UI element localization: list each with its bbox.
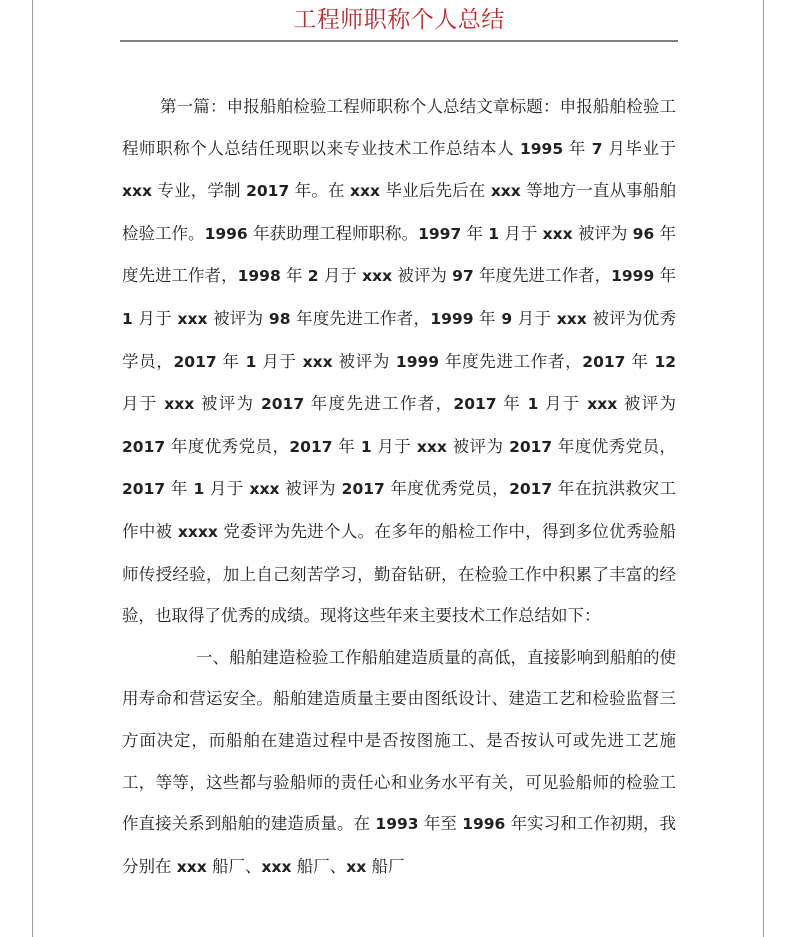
emphasized-token: 1996 xyxy=(462,815,506,834)
emphasized-token: xx xyxy=(346,857,367,876)
emphasized-token: 2017 xyxy=(260,395,305,414)
emphasized-token: 9 xyxy=(501,309,513,328)
emphasized-token: 1998 xyxy=(237,267,281,286)
emphasized-token: xxx xyxy=(350,182,381,201)
emphasized-token: xxxx xyxy=(177,522,218,541)
emphasized-token: 2017 xyxy=(122,480,166,499)
emphasized-token: xxx xyxy=(490,182,521,201)
paragraph-2: 一、船舶建造检验工作船舶建造质量的高低，直接影响到船舶的使用寿命和营运安全。船舶建造质量主要由图纸设计、建造工艺和检验监督三方面决定，而船舶在建造过程中是否按图施工、是否按认可或先进工艺施工，等等，这些都与验船师的责任心和业务水平有关，可见验船师的检验工作直接关系到船舶的建造质量。在 1993 年至 1996 年实习和工作初期，我分别在 xxx 船厂、xxx 船厂、xx 船厂 xyxy=(122,647,676,876)
emphasized-token: 2017 xyxy=(173,352,217,371)
emphasized-token: 2017 xyxy=(122,437,166,456)
emphasized-token: xxx xyxy=(261,857,292,876)
emphasized-token: xxx xyxy=(362,267,393,286)
emphasized-token: 1996 xyxy=(204,224,248,243)
emphasized-token: xxx xyxy=(416,437,447,456)
emphasized-token: 1 xyxy=(527,395,539,414)
page-border-left xyxy=(32,0,33,937)
emphasized-token: 2017 xyxy=(509,437,553,456)
page-border-right xyxy=(763,0,764,937)
emphasized-token: 2017 xyxy=(341,480,385,499)
emphasized-token: 2 xyxy=(307,267,319,286)
emphasized-token: 98 xyxy=(268,309,291,328)
emphasized-token: 1999 xyxy=(395,352,440,371)
emphasized-token: xxx xyxy=(587,395,618,414)
emphasized-token: 1993 xyxy=(375,815,419,834)
emphasized-token: 1 xyxy=(122,309,133,328)
paragraph-1: 第一篇：申报船舶检验工程师职称个人总结文章标题：申报船舶检验工程师职称个人总结任现职以来专业技术工作总结本人 1995 年 7 月毕业于 xxx 专业，学制 2017 年。在 xxx 毕业后先后在 xxx 等地方一直从事船舶检验工作。1996 年获助理工程师职称。1997 年 1 月于 xxx 被评为 96 年度先进工作者，1998 年 2 月于 xxx 被评为 97 年度先进工作者，1999 年 1 月于 xxx 被评为 98 年度先进工作者，1999 年 9 月于 xxx 被评为优秀学员，2017 年 1 月于 xxx 被评为 1999 年度先进工作者，2017 年 12 月于 xxx 被评为 2017 年度先进工作者，2017 年 1 月于 xxx 被评为 2017 年度优秀党员，2017 年 1 月于 xxx 被评为 2017 年度优秀党员，2017 年 1 月于 xxx 被评为 2017 年度优秀党员，2017 年在抗洪救灾工作中被 xxxx 党委评为先进个人。在多年的船检工作中，得到多位优秀验船师传授经验，加上自己刻苦学习，勤奋钻研，在检验工作中积累了丰富的经验，也取得了优秀的成绩。现将这些年来主要技术工作总结如下： xyxy=(122,97,677,626)
emphasized-token: xxx xyxy=(542,224,573,243)
emphasized-token: 2017 xyxy=(582,352,626,371)
emphasized-token: 2017 xyxy=(509,480,553,499)
emphasized-token: 1997 xyxy=(418,224,462,243)
emphasized-token: xxx xyxy=(176,857,207,876)
emphasized-token: 96 xyxy=(632,224,655,243)
emphasized-token: 1 xyxy=(245,352,257,371)
emphasized-token: 1 xyxy=(360,437,372,456)
emphasized-token: xxx xyxy=(122,182,152,201)
emphasized-token: 2017 xyxy=(246,182,290,201)
emphasized-token: xxx xyxy=(249,480,280,499)
emphasized-token: xxx xyxy=(164,395,195,414)
emphasized-token: 1 xyxy=(193,480,205,499)
emphasized-token: 97 xyxy=(452,267,474,286)
emphasized-token: 12 xyxy=(654,352,677,371)
emphasized-token: 1 xyxy=(488,224,500,243)
document-body xyxy=(122,86,676,888)
title-divider xyxy=(120,40,678,42)
emphasized-token: 1999 xyxy=(430,309,474,328)
emphasized-token: 2017 xyxy=(289,437,333,456)
emphasized-token: 2017 xyxy=(453,395,497,414)
emphasized-token: xxx xyxy=(556,309,587,328)
emphasized-token: 1999 xyxy=(611,267,655,286)
emphasized-token: xxx xyxy=(177,309,208,328)
emphasized-token: 1995 xyxy=(519,139,564,158)
emphasized-token: 7 xyxy=(591,139,603,158)
emphasized-token: xxx xyxy=(302,352,333,371)
document-title: 工程师职称个人总结 xyxy=(293,7,505,33)
